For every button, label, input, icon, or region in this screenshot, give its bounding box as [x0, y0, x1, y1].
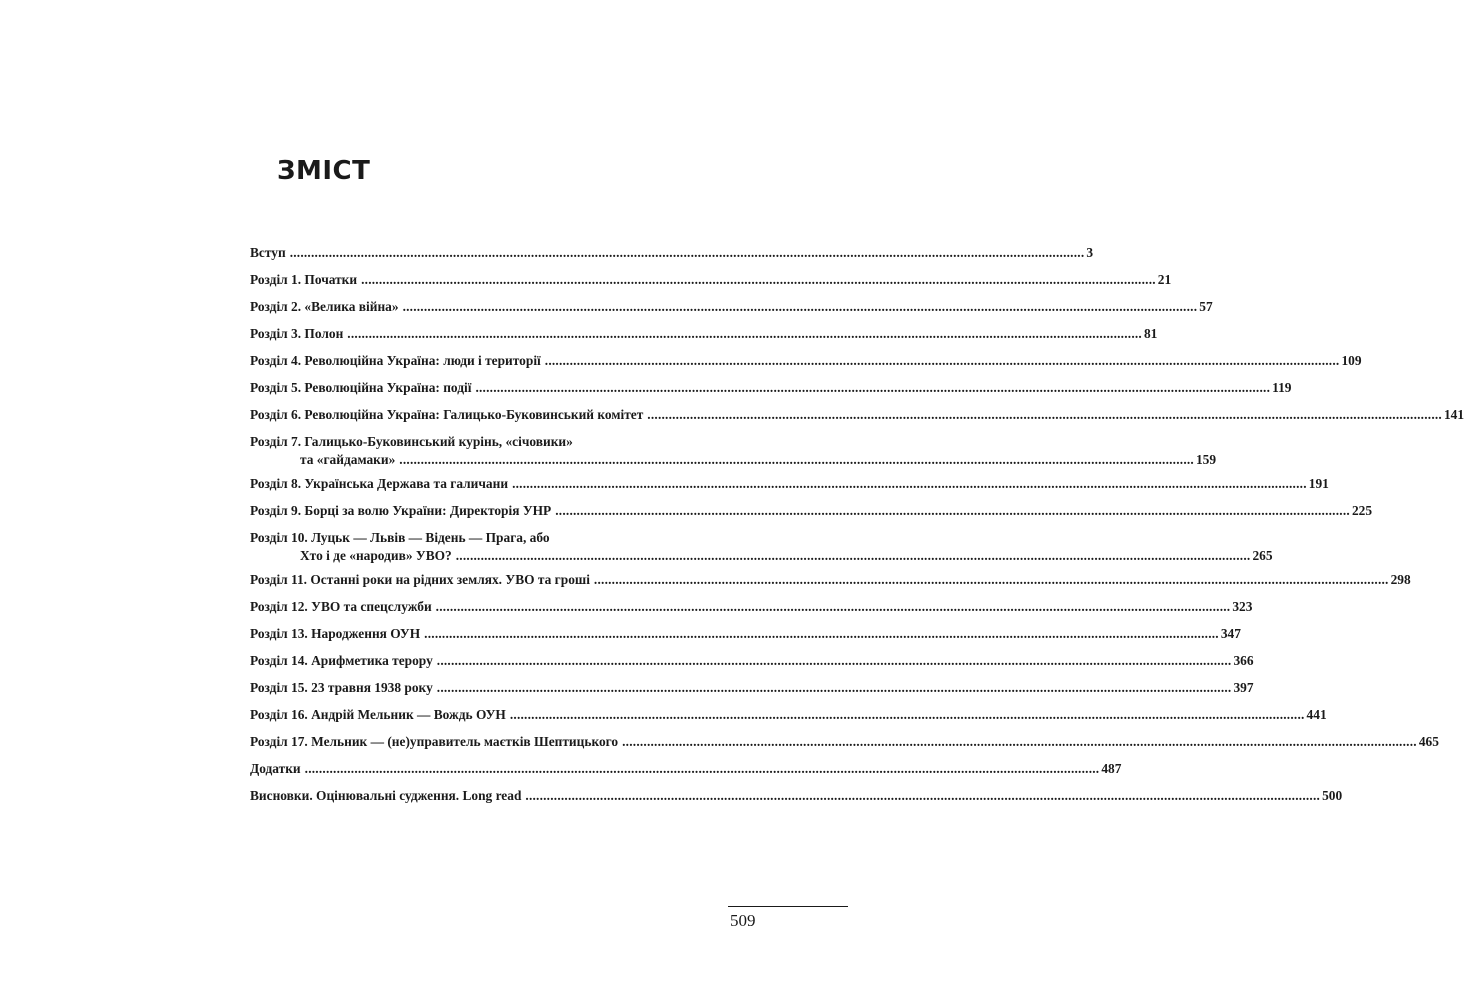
toc-entry-label: Додатки — [250, 761, 301, 776]
toc-entry-page: 225 — [1351, 503, 1373, 518]
toc-entry-chapter-1[interactable] — [250, 271, 1172, 292]
toc-entry-chapter-13[interactable] — [250, 625, 1241, 646]
dot-leader — [399, 451, 1194, 469]
toc-entry-page: 191 — [1308, 476, 1329, 491]
page-title: ЗМІСТ — [277, 156, 371, 186]
toc-entry-chapter-12[interactable] — [250, 598, 1253, 619]
toc-entry-page: 397 — [1233, 680, 1254, 695]
toc-entry-page: 141 — [1443, 407, 1464, 422]
dot-leader — [361, 271, 1156, 289]
toc-entry-label: Розділ 5. Революційна Україна: події — [250, 380, 472, 395]
toc-entry-label: Розділ 8. Українська Держава та галичани — [250, 476, 509, 491]
dot-leader — [622, 733, 1417, 751]
toc-entry-page: 441 — [1306, 707, 1327, 722]
toc-entry-chapter-17[interactable] — [250, 733, 1439, 754]
toc-entry-label: Розділ 1. Початки — [250, 272, 358, 287]
toc-entry-chapter-16[interactable] — [250, 706, 1327, 727]
toc-entry-page: 21 — [1157, 272, 1172, 287]
toc-entry-label-continuation: Хто і де «народив» УВО? — [300, 548, 452, 563]
dot-leader — [456, 547, 1251, 565]
toc-entry-chapter-8[interactable] — [250, 475, 1329, 496]
toc-entry-page: 347 — [1220, 626, 1241, 641]
page-number: 509 — [730, 911, 756, 930]
dot-leader — [510, 706, 1305, 724]
toc-entry-chapter-7[interactable] — [250, 433, 1217, 469]
toc-entry-label-continuation: та «гайдамаки» — [300, 452, 396, 467]
toc-entry-conclusions[interactable] — [250, 787, 1343, 808]
toc-entry-page: 265 — [1252, 548, 1273, 563]
dot-leader — [475, 379, 1270, 397]
toc-entry-label: Розділ 17. Мельник — (не)управитель маєтків Шептицького — [250, 734, 619, 749]
dot-leader — [512, 475, 1307, 493]
toc-entry-label: Розділ 12. УВО та спецслужби — [250, 599, 432, 614]
toc-entry-label: Вступ — [250, 245, 286, 260]
dot-leader — [437, 652, 1232, 670]
toc-entry-appendices[interactable] — [250, 760, 1122, 781]
dot-leader — [647, 406, 1442, 424]
dot-leader — [594, 571, 1389, 589]
toc-entry-chapter-9[interactable] — [250, 502, 1373, 523]
dot-leader — [545, 352, 1340, 370]
toc-entry-label: Розділ 2. «Велика війна» — [250, 299, 399, 314]
toc-entry-page: 500 — [1322, 788, 1343, 803]
toc-entry-chapter-4[interactable] — [250, 352, 1362, 373]
dot-leader — [403, 298, 1198, 316]
dot-leader — [555, 502, 1350, 520]
toc-entry-label: Висновки. Оцінювальні судження. Long read — [250, 788, 522, 803]
dot-leader — [305, 760, 1100, 778]
toc-entry-page: 298 — [1390, 572, 1411, 587]
dot-leader — [437, 679, 1232, 697]
toc-entry-label: Розділ 15. 23 травня 1938 року — [250, 680, 433, 695]
toc-entry-page: 119 — [1272, 380, 1292, 395]
toc-entry-page: 323 — [1232, 599, 1253, 614]
footer-rule — [728, 906, 848, 907]
toc-entry-label: Розділ 10. Луцьк — Львів — Відень — Прага, або — [250, 530, 550, 545]
toc-entry-chapter-6[interactable] — [250, 406, 1464, 427]
toc-entry-page: 487 — [1101, 761, 1122, 776]
dot-leader — [347, 325, 1142, 343]
toc-entry-page: 465 — [1418, 734, 1439, 749]
toc-entry-label: Розділ 13. Народження ОУН — [250, 626, 421, 641]
dot-leader — [436, 598, 1231, 616]
toc-entry-label: Розділ 6. Революційна Україна: Галицько-Буковинський комітет — [250, 407, 644, 422]
toc-entry-chapter-11[interactable] — [250, 571, 1411, 592]
dot-leader — [290, 244, 1085, 262]
toc-entry-label: Розділ 4. Революційна Україна: люди і території — [250, 353, 541, 368]
toc-entry-label: Розділ 7. Галицько-Буковинський курінь, «січовики» — [250, 434, 573, 449]
toc-entry-intro[interactable] — [250, 244, 1094, 265]
toc-entry-chapter-14[interactable] — [250, 652, 1254, 673]
dot-leader — [424, 625, 1219, 643]
toc-entry-chapter-2[interactable] — [250, 298, 1213, 319]
toc-entry-page: 366 — [1233, 653, 1254, 668]
toc-entry-page: 81 — [1143, 326, 1158, 341]
toc-entry-label: Розділ 11. Останні роки на рідних землях. УВО та гроші — [250, 572, 590, 587]
table-of-contents — [250, 244, 1464, 814]
toc-entry-label: Розділ 3. Полон — [250, 326, 344, 341]
toc-entry-label: Розділ 14. Арифметика терору — [250, 653, 433, 668]
toc-entry-chapter-15[interactable] — [250, 679, 1254, 700]
toc-entry-chapter-3[interactable] — [250, 325, 1158, 346]
dot-leader — [525, 787, 1320, 805]
toc-entry-label: Розділ 16. Андрій Мельник — Вождь ОУН — [250, 707, 506, 722]
toc-entry-page: 3 — [1086, 245, 1094, 260]
toc-entry-page: 109 — [1341, 353, 1362, 368]
toc-entry-chapter-5[interactable] — [250, 379, 1292, 400]
toc-entry-chapter-10[interactable] — [250, 529, 1273, 565]
toc-entry-page: 57 — [1199, 299, 1213, 314]
toc-entry-label: Розділ 9. Борці за волю України: Директорія УНР — [250, 503, 552, 518]
toc-entry-page: 159 — [1195, 452, 1217, 467]
